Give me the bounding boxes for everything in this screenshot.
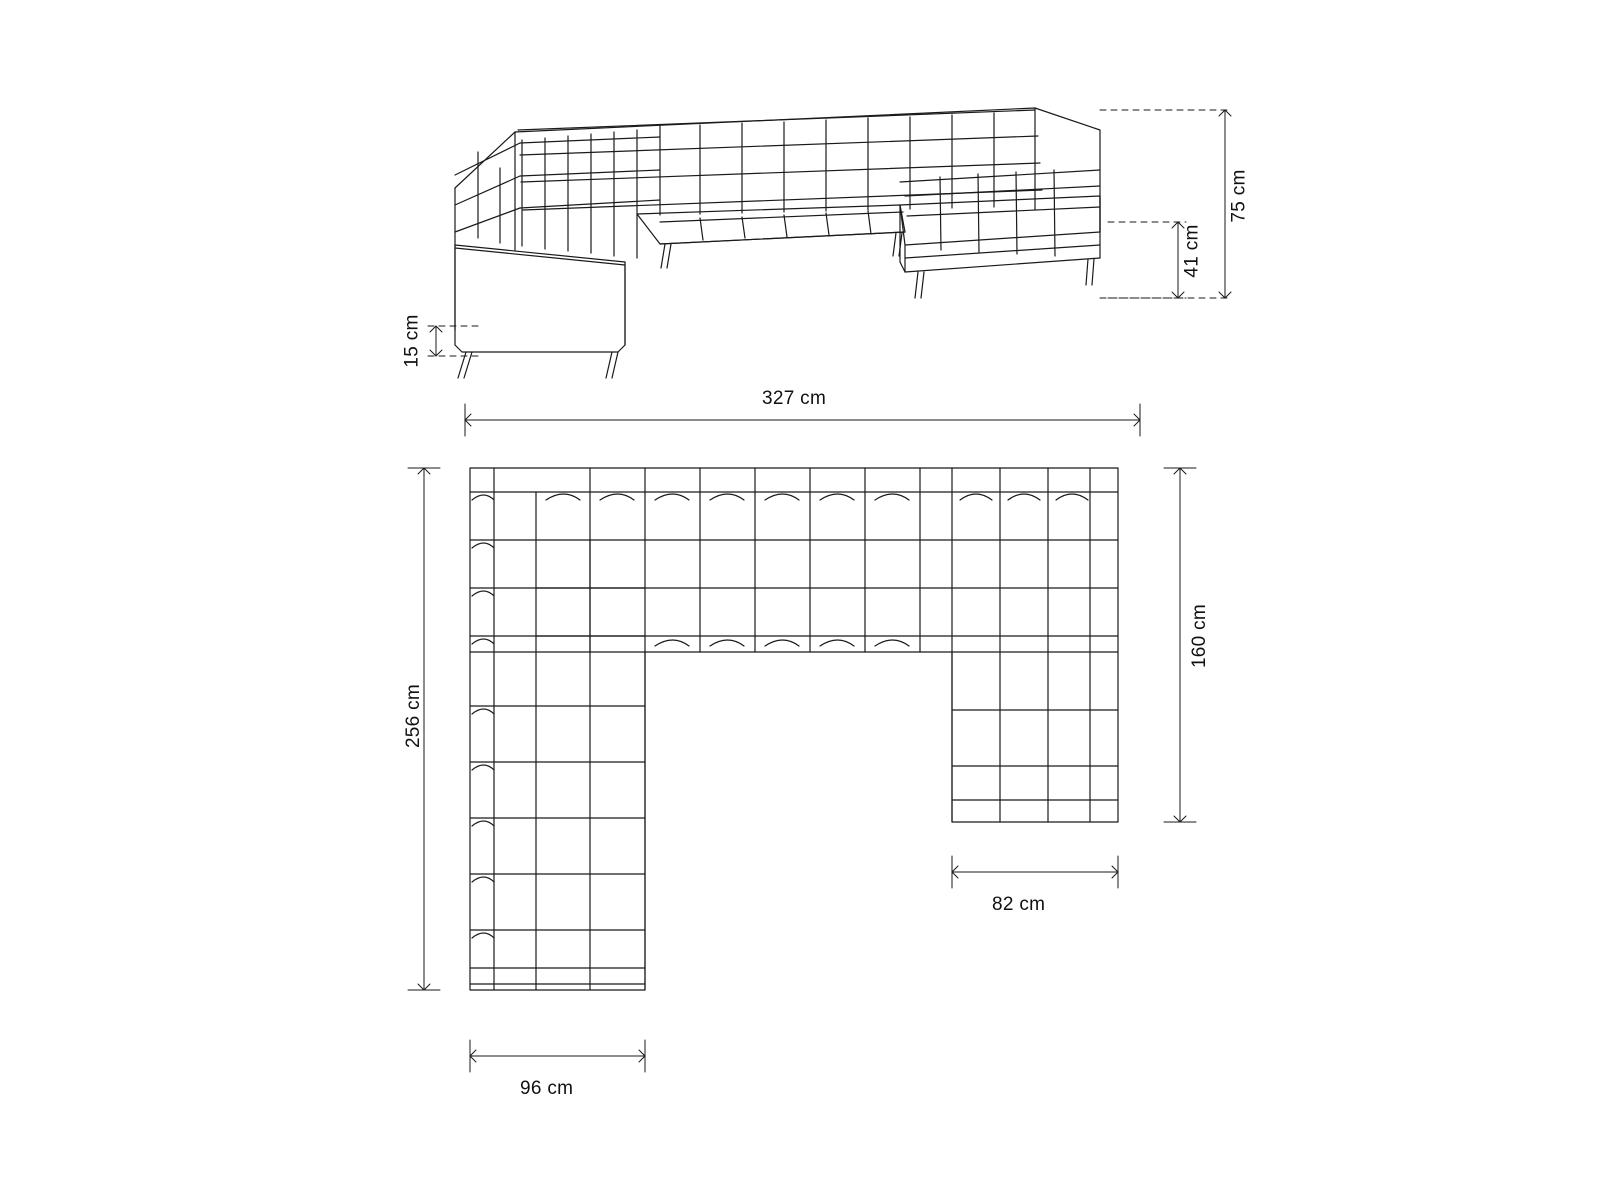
dimension-lines-plan [408, 468, 1196, 1072]
dimension-label-depth-total: 256 cm [403, 683, 425, 749]
dimension-label-seat-height: 41 cm [1181, 224, 1203, 278]
dimension-label-leg-height: 15 cm [401, 314, 423, 368]
dimension-label-depth-right-module: 160 cm [1189, 603, 1211, 669]
dimension-label-width-left-module: 96 cm [520, 1078, 574, 1099]
dimension-label-height-total: 75 cm [1228, 169, 1250, 223]
dimension-label-width-total: 327 cm [762, 388, 827, 409]
dimension-lines-perspective [428, 110, 1232, 436]
dimension-label-width-right-module: 82 cm [992, 894, 1046, 915]
perspective-view-sofa [455, 108, 1100, 378]
